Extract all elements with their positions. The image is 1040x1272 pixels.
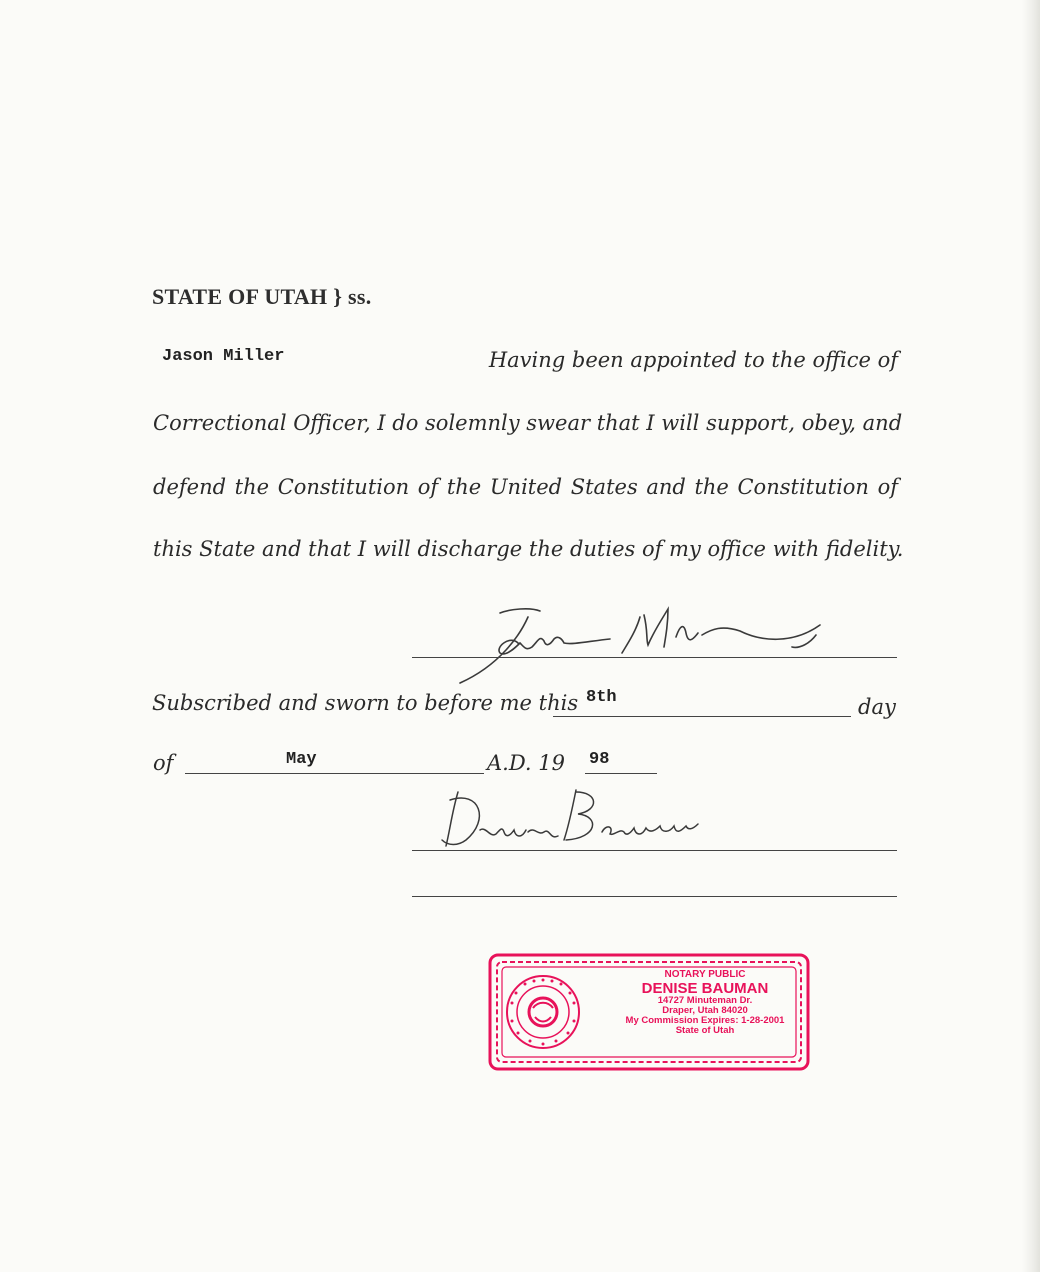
oath-line-1: Having been appointed to the office of [488,348,898,372]
of-label: of [153,751,174,775]
stamp-commission: My Commission Expires: 1-28-2001 [625,1015,785,1027]
oath-line-2: Correctional Officer, I do solemnly swear that I will support, obey, and [153,411,903,435]
stamp-title: NOTARY PUBLIC [664,969,746,980]
day-suffix: day [858,695,896,719]
affiant-name-typed: Jason Miller [162,347,285,366]
year-blank-line [585,773,657,774]
venue-heading: STATE OF UTAH } ss. [152,284,372,309]
day-value-typed: 8th [586,688,617,707]
notary-title-line [412,896,897,897]
year-prefix: A.D. 19 [487,751,566,775]
month-value-typed: May [286,750,317,769]
year-value-typed: 98 [589,750,610,769]
notary-signature-line [412,850,897,851]
day-blank-line [553,716,851,717]
affiant-signature [440,595,830,695]
stamp-address-1: 14727 Minuteman Dr. [657,995,753,1007]
stamp-name: DENISE BAUMAN [641,979,769,997]
page-edge [1022,0,1040,1272]
notary-stamp-text [605,970,805,1036]
oath-line-3: defend the Constitution of the United States and the Constitution of [153,475,898,499]
oath-line-4: this State and that I will discharge the duties of my office with fidelity. [153,537,904,561]
stamp-state: State of Utah [675,1025,735,1037]
jurat-prefix: Subscribed and sworn to before me this [152,691,579,715]
stamp-address-2: Draper, Utah 84020 [662,1005,748,1017]
affiant-signature-line [412,657,897,658]
notary-signature [430,780,730,855]
month-blank-line [185,773,484,774]
